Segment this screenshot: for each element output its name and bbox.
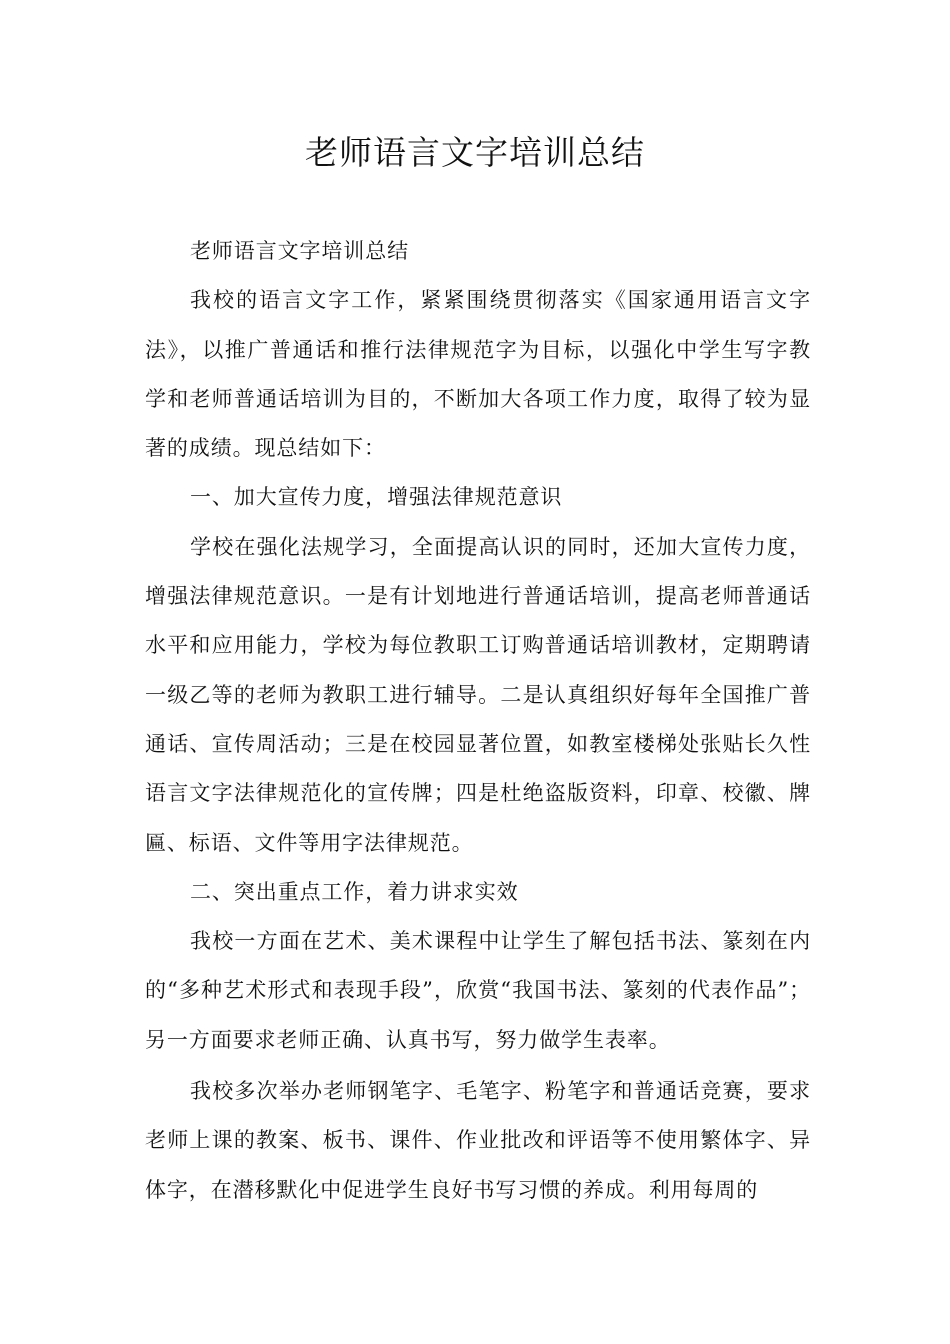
paragraph-intro: 我校的语言文字工作，紧紧围绕贯彻落实《国家通用语言文字法》，以推广普通话和推行法律规范字为目标，以强化中学生写字教学和老师普通话培训为目的，不断加大各项工作力度，取得了较为显著的成绩。现总结如下： <box>145 288 811 461</box>
section-heading-1: 一、加大宣传力度，增强法律规范意识 <box>190 485 563 510</box>
document-body <box>145 227 811 1215</box>
paragraph-subtitle: 老师语言文字培训总结 <box>190 239 409 263</box>
paragraph-section-2a: 我校一方面在艺术、美术课程中让学生了解包括书法、篆刻在内的“多种艺术形式和表现手段”，欣赏“我国书法、篆刻的代表作品”；另一方面要求老师正确、认真书写，努力做学生表率。 <box>145 929 811 1052</box>
paragraph-section-2b: 我校多次举办老师钢笔字、毛笔字、粉笔字和普通话竞赛，要求老师上课的教案、板书、课件、作业批改和评语等不使用繁体字、异体字，在潜移默化中促进学生良好书写习惯的养成。利用每周的 <box>145 1079 811 1202</box>
document-title: 老师语言文字培训总结 <box>305 133 645 172</box>
paragraph-section-1: 学校在强化法规学习，全面提高认识的同时，还加大宣传力度，增强法律规范意识。一是有计划地进行普通话培训，提高老师普通话水平和应用能力，学校为每位教职工订购普通话培训教材，定期聘请一级乙等的老师为教职工进行辅导。二是认真组织好每年全国推广普通话、宣传周活动；三是在校园显著位置，如教室楼梯处张贴长久性语言文字法律规范化的宣传牌；四是杜绝盗版资料，印章、校徽、牌匾、标语、文件等用字法律规范。 <box>145 534 811 855</box>
section-heading-2: 二、突出重点工作，着力讲求实效 <box>190 879 519 904</box>
